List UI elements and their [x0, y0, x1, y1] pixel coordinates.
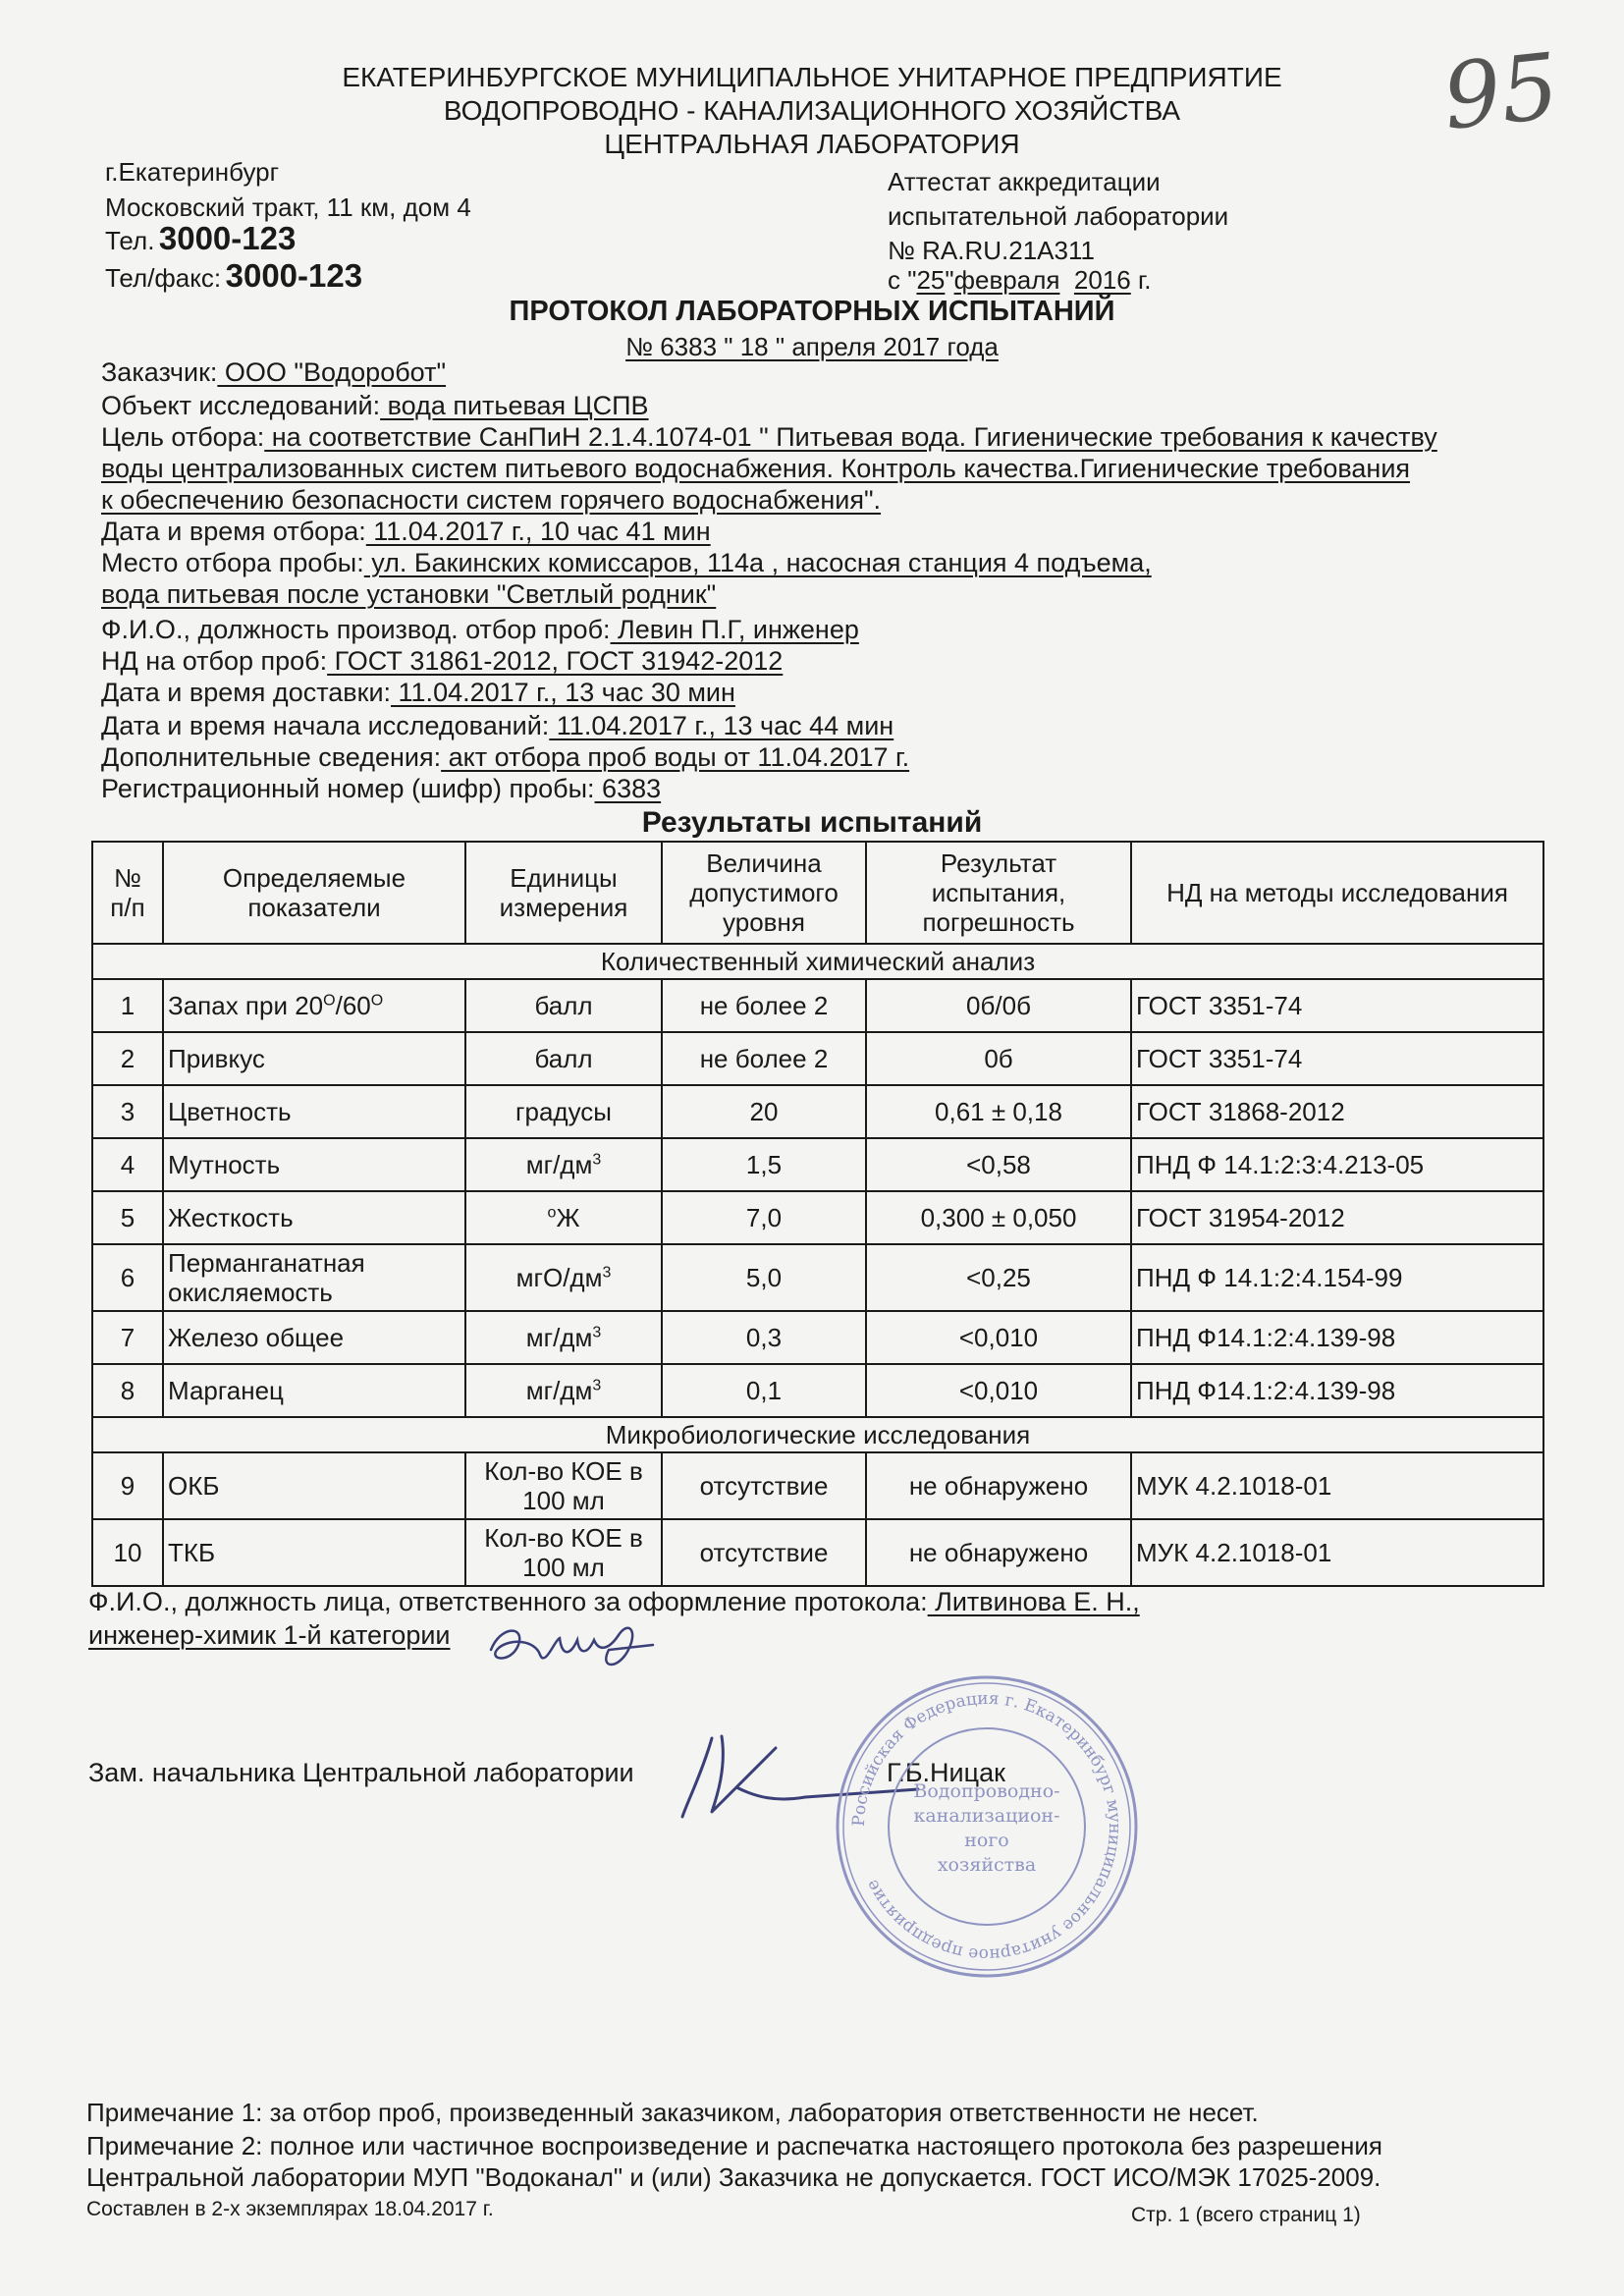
object-line: Объект исследований: вода питьевая ЦСПВ	[101, 391, 649, 420]
org-name-line3: ЦЕНТРАЛЬНАЯ ЛАБОРАТОРИЯ	[604, 129, 1020, 159]
phone-line	[105, 220, 296, 257]
table-row: 8 Марганец $мг/дм^3$ 0,1 <0,010 ПНД Ф14.1:2:4.139-98	[92, 1364, 1543, 1417]
stamp-center-line1: Водопроводно-	[913, 1780, 1060, 1802]
responsible-position: инженер-химик 1-й категории	[88, 1620, 451, 1650]
section-row-chemical: Количественный химический анализ	[92, 944, 1543, 979]
stamp-center-line2: канализацион-	[913, 1805, 1060, 1827]
header-limit: Величина допустимого уровня	[662, 842, 866, 944]
table-row: 10 ТКБ Кол-во КОЕ в 100 мл отсутствие не обнаружено МУК 4.2.1018-01	[92, 1519, 1543, 1586]
results-title: Результаты испытаний	[641, 806, 983, 839]
address: Московский тракт, 11 км, дом 4	[105, 192, 471, 222]
purpose-line: Цель отбора: на соответствие СанПиН 2.1.4.1074-01 " Питьевая вода. Гигиенические требования к качеству	[101, 422, 1437, 452]
deputy-head-name: Г.Б.Ницак	[887, 1758, 1005, 1787]
additional-info-line: Дополнительные сведения: акт отбора проб воды от 11.04.2017 г.	[101, 742, 910, 772]
protocol-number: № 6383 " 18 " апреля 2017 года	[625, 332, 999, 361]
header-method: НД на методы исследования	[1131, 842, 1543, 944]
results-table	[91, 841, 1544, 1587]
analysis-start-line: Дата и время начала исследований: 11.04.2017 г., 13 час 44 мин	[101, 711, 894, 740]
city: г.Екатеринбург	[105, 157, 280, 187]
phone-value: 3000-123	[158, 220, 297, 256]
accreditation-number: № RA.RU.21A311	[888, 236, 1095, 265]
table-row: 2 Привкус балл не более 2 0б ГОСТ 3351-74	[92, 1032, 1543, 1085]
responsible-line: Ф.И.О., должность лица, ответственного за оформление протокола: Литвинова Е. Н.,	[88, 1587, 1140, 1616]
header-unit: Единицы измерения	[465, 842, 662, 944]
phone-label: Тел.	[105, 226, 155, 255]
org-name-line2: ВОДОПРОВОДНО - КАНАЛИЗАЦИОННОГО ХОЗЯЙСТВА	[443, 95, 1181, 126]
sampler-line: Ф.И.О., должность производ. отбор проб: Левин П.Г, инженер	[101, 615, 859, 644]
sampling-place-line: Место отбора пробы: ул. Бакинских комиссаров, 114а , насосная станция 4 подъема,	[101, 548, 1152, 577]
object-value: вода питьевая ЦСПВ	[380, 391, 649, 420]
note-2-line2: Центральной лаборатории МУП "Водоканал" и (или) Заказчика не допускается. ГОСТ ИСО/МЭК 17025-2009.	[86, 2162, 1381, 2192]
table-row: 4 Мутность $мг/дм^3$ 1,5 <0,58 ПНД Ф 14.1:2:3:4.213-05	[92, 1138, 1543, 1191]
purpose-line-2: воды централизованных систем питьевого водоснабжения. Контроль качества.Гигиенические требования	[101, 454, 1411, 483]
header-result: Результат испытания, погрешность	[866, 842, 1131, 944]
stamp-ring-text: Российская Федерация г. Екатеринбург муниципальное унитарное предприятие	[848, 1688, 1125, 1965]
copies-note: Составлен в 2-х экземплярах 18.04.2017 г.	[86, 2198, 494, 2220]
accreditation-date: с "25"февраля 2016 г.	[888, 265, 1152, 295]
accreditation-day: 25	[916, 265, 946, 295]
table-row: 6 Перманганатная окисляемость мгО/$дм^3$ 5,0 <0,25 ПНД Ф 14.1:2:4.154-99	[92, 1244, 1543, 1311]
table-row: 9 ОКБ Кол-во КОЕ в 100 мл отсутствие не обнаружено МУК 4.2.1018-01	[92, 1452, 1543, 1519]
sampling-standard-line: НД на отбор проб: ГОСТ 31861-2012, ГОСТ 31942-2012	[101, 646, 784, 676]
table-row: 3 Цветность градусы 20 0,61 ± 0,18 ГОСТ 31868-2012	[92, 1085, 1543, 1138]
customer-value: ООО "Водоробот"	[217, 357, 447, 387]
protocol-title: ПРОТОКОЛ ЛАБОРАТОРНЫХ ИСПЫТАНИЙ	[509, 296, 1115, 327]
table-row: 5 Жесткость $^о$Ж 7,0 0,300 ± 0,050 ГОСТ 31954-2012	[92, 1191, 1543, 1244]
responsible-name: Литвинова Е. Н.,	[927, 1587, 1140, 1616]
note-1: Примечание 1: за отбор проб, произведенный заказчиком, лаборатория ответственности не несет.	[86, 2098, 1259, 2127]
note-2-line1: Примечание 2: полное или частичное воспроизведение и распечатка настоящего протокола без разрешения	[86, 2131, 1382, 2160]
stamp-center-line3: ного	[964, 1830, 1009, 1851]
sampling-datetime-line: Дата и время отбора: 11.04.2017 г., 10 час 41 мин	[101, 517, 711, 546]
responsible-signature	[481, 1611, 668, 1679]
registration-number-line: Регистрационный номер (шифр) пробы: 6383	[101, 774, 662, 803]
org-name-line1: ЕКАТЕРИНБУРГСКОЕ МУНИЦИПАЛЬНОЕ УНИТАРНОЕ ПРЕДПРИЯТИЕ	[342, 62, 1282, 92]
organization-stamp	[830, 1669, 1144, 1984]
deputy-head-label: Зам. начальника Центральной лаборатории	[88, 1758, 634, 1787]
page-number: Стр. 1 (всего страниц 1)	[1131, 2204, 1361, 2226]
header-number: № п/п	[92, 842, 163, 944]
fax-label: Тел/факс:	[105, 263, 222, 293]
accreditation-line2: испытательной лаборатории	[888, 201, 1229, 231]
fax-value: 3000-123	[225, 257, 363, 294]
purpose-value: на соответствие СанПиН 2.1.4.1074-01 " Питьевая вода. Гигиенические требования к качеству	[264, 422, 1437, 452]
accreditation-month: февраля	[953, 265, 1060, 295]
accreditation-year: 2016	[1073, 265, 1131, 295]
stamp-center-line4: хозяйства	[937, 1854, 1037, 1876]
delivery-datetime-line: Дата и время доставки: 11.04.2017 г., 13 час 30 мин	[101, 678, 735, 707]
sampling-place-line-2: вода питьевая после установки "Светлый родник"	[101, 579, 717, 609]
handwritten-page-number: 95	[1437, 33, 1564, 150]
header-parameter: Определяемые показатели	[163, 842, 465, 944]
purpose-line-3: к обеспечению безопасности систем горячего водоснабжения".	[101, 485, 882, 515]
fax-line	[105, 257, 362, 295]
table-row: 7 Железо общее $мг/дм^3$ 0,3 <0,010 ПНД Ф14.1:2:4.139-98	[92, 1311, 1543, 1364]
accreditation-line1: Аттестат аккредитации	[888, 167, 1161, 196]
section-row-microbiological: Микробиологические исследования	[92, 1417, 1543, 1452]
customer-line: Заказчик: ООО "Водоробот"	[101, 357, 447, 387]
table-header-row	[92, 842, 1543, 944]
table-row: 1 Запах при $20^О/60^О$ балл не более 2 0б/0б ГОСТ 3351-74	[92, 979, 1543, 1032]
